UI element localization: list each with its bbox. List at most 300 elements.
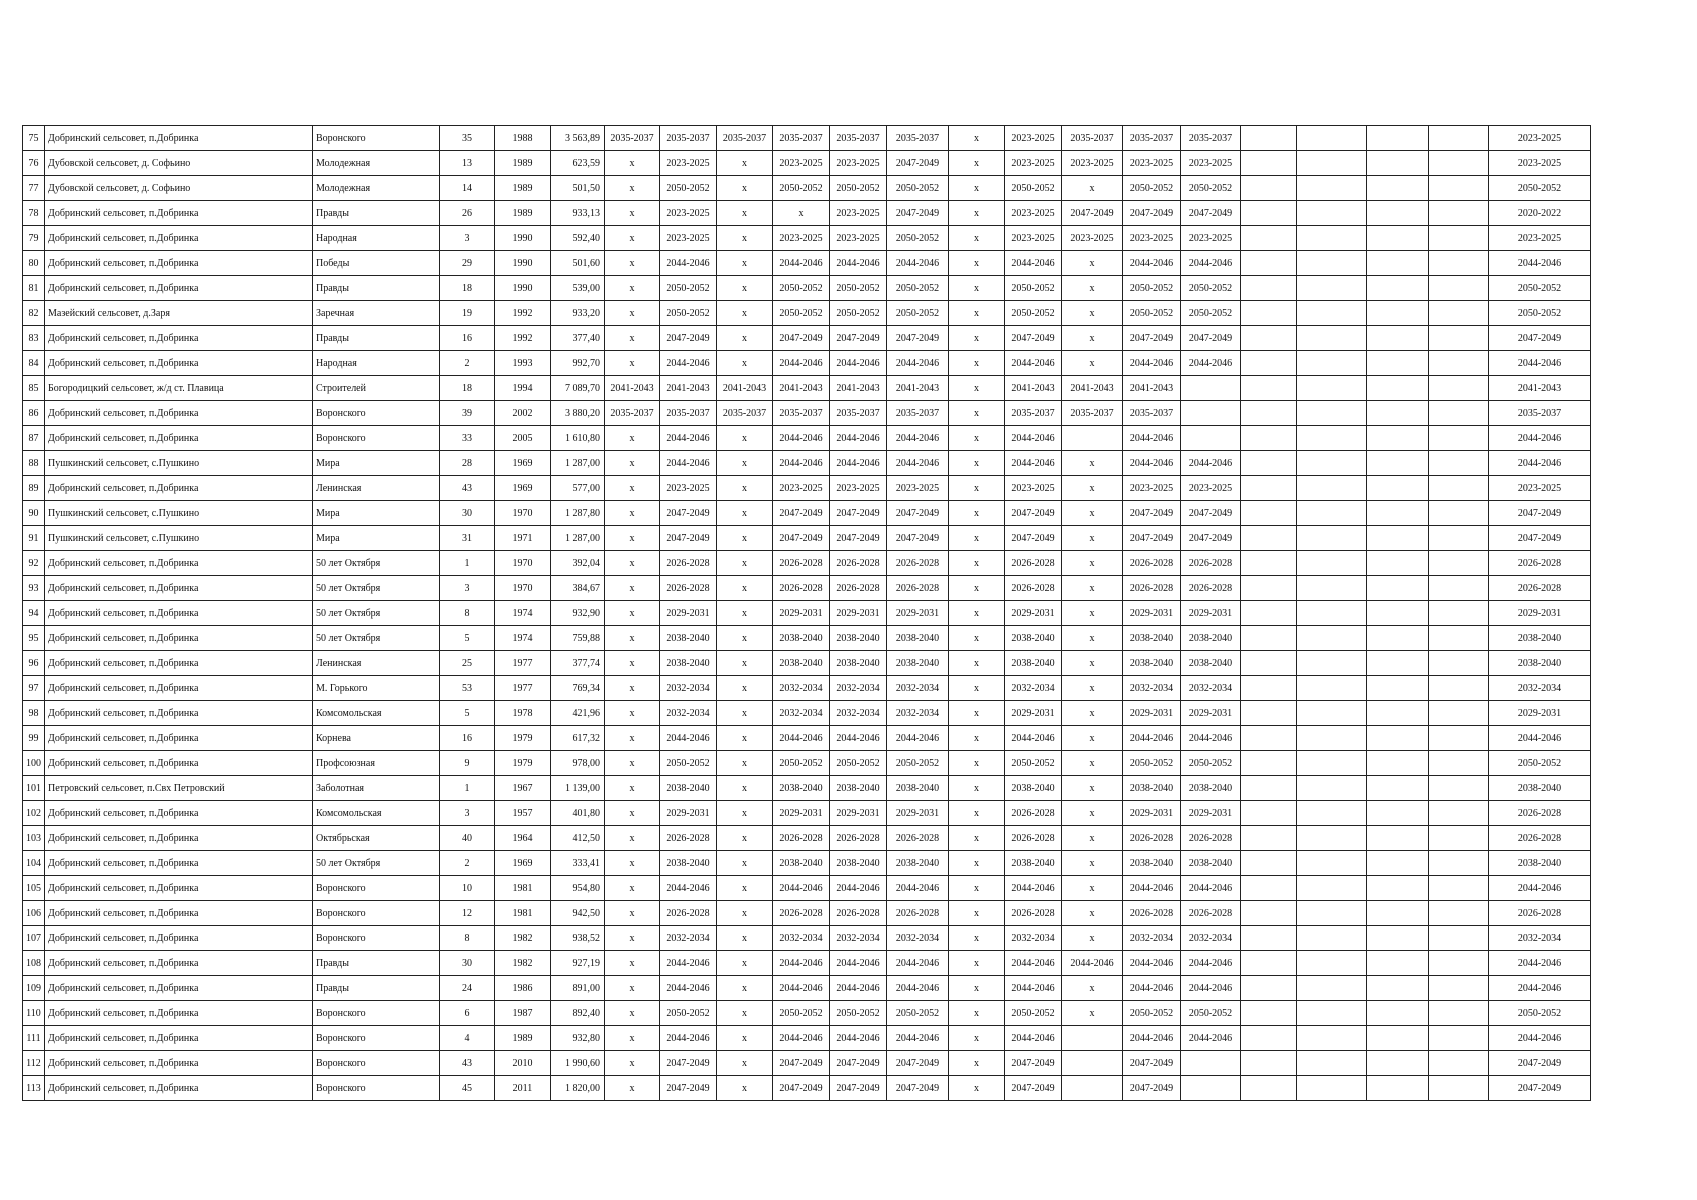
col-12-cell: 2050-2052: [887, 226, 949, 251]
year-built-cell: 1989: [495, 201, 551, 226]
row-number-cell: 101: [23, 776, 45, 801]
col-10-cell: 2041-2043: [773, 376, 830, 401]
col-14-cell: 2044-2046: [1005, 251, 1062, 276]
year-built-cell: 1969: [495, 451, 551, 476]
col-16-cell: 2044-2046: [1123, 1026, 1181, 1051]
house-number-cell: 24: [440, 976, 495, 1001]
col-15-cell: х: [1062, 776, 1123, 801]
house-number-cell: 28: [440, 451, 495, 476]
col-16-cell: 2026-2028: [1123, 826, 1181, 851]
total-period-cell: 2047-2049: [1489, 1076, 1591, 1101]
col-19-cell: [1297, 526, 1367, 551]
year-built-cell: 1977: [495, 676, 551, 701]
total-period-cell: 2020-2022: [1489, 201, 1591, 226]
year-built-cell: 1982: [495, 951, 551, 976]
settlement-cell: Добринский сельсовет, п.Добринка: [45, 426, 313, 451]
col-8-cell: 2050-2052: [660, 301, 717, 326]
col-21-cell: [1429, 1076, 1489, 1101]
col-10-cell: 2032-2034: [773, 676, 830, 701]
col-17-cell: 2047-2049: [1181, 526, 1241, 551]
col-21-cell: [1429, 1051, 1489, 1076]
col-19-cell: [1297, 476, 1367, 501]
settlement-cell: Добринский сельсовет, п.Добринка: [45, 551, 313, 576]
col-12-cell: 2044-2046: [887, 451, 949, 476]
total-period-cell: 2026-2028: [1489, 576, 1591, 601]
col-13-cell: х: [949, 1051, 1005, 1076]
col-20-cell: [1367, 276, 1429, 301]
settlement-cell: Добринский сельсовет, п.Добринка: [45, 976, 313, 1001]
col-10-cell: 2029-2031: [773, 801, 830, 826]
col-8-cell: 2038-2040: [660, 651, 717, 676]
house-number-cell: 8: [440, 926, 495, 951]
col-18-cell: [1241, 551, 1297, 576]
col-17-cell: 2023-2025: [1181, 226, 1241, 251]
col-16-cell: 2029-2031: [1123, 701, 1181, 726]
year-built-cell: 2011: [495, 1076, 551, 1101]
col-9-cell: х: [717, 176, 773, 201]
table-row: [23, 451, 1591, 476]
row-number-cell: 78: [23, 201, 45, 226]
col-14-cell: 2044-2046: [1005, 876, 1062, 901]
total-period-cell: 2044-2046: [1489, 426, 1591, 451]
col-9-cell: 2035-2037: [717, 126, 773, 151]
col-11-cell: 2032-2034: [830, 701, 887, 726]
col-14-cell: 2029-2031: [1005, 701, 1062, 726]
row-number-cell: 81: [23, 276, 45, 301]
area-cell: 942,50: [551, 901, 605, 926]
col-19-cell: [1297, 176, 1367, 201]
col-16-cell: 2044-2046: [1123, 951, 1181, 976]
col-20-cell: [1367, 676, 1429, 701]
col-19-cell: [1297, 501, 1367, 526]
col-15-cell: х: [1062, 651, 1123, 676]
year-built-cell: 2002: [495, 401, 551, 426]
total-period-cell: 2023-2025: [1489, 476, 1591, 501]
year-built-cell: 1969: [495, 476, 551, 501]
col-10-cell: 2038-2040: [773, 851, 830, 876]
col-21-cell: [1429, 226, 1489, 251]
street-cell: Воронского: [313, 1001, 440, 1026]
house-number-cell: 12: [440, 901, 495, 926]
col-13-cell: х: [949, 276, 1005, 301]
col-17-cell: 2032-2034: [1181, 676, 1241, 701]
area-cell: 927,19: [551, 951, 605, 976]
table-body: [23, 126, 1591, 1101]
street-cell: Воронского: [313, 126, 440, 151]
col-12-cell: 2035-2037: [887, 401, 949, 426]
area-cell: 769,34: [551, 676, 605, 701]
col-20-cell: [1367, 751, 1429, 776]
col-11-cell: 2029-2031: [830, 801, 887, 826]
house-number-cell: 8: [440, 601, 495, 626]
col-11-cell: 2047-2049: [830, 1051, 887, 1076]
col-14-cell: 2047-2049: [1005, 1076, 1062, 1101]
col-18-cell: [1241, 651, 1297, 676]
col-15-cell: х: [1062, 701, 1123, 726]
street-cell: Победы: [313, 251, 440, 276]
col-13-cell: х: [949, 601, 1005, 626]
col-18-cell: [1241, 501, 1297, 526]
year-built-cell: 1979: [495, 726, 551, 751]
col-8-cell: 2023-2025: [660, 226, 717, 251]
col-17-cell: [1181, 1051, 1241, 1076]
col-7-cell: х: [605, 826, 660, 851]
col-13-cell: х: [949, 501, 1005, 526]
col-18-cell: [1241, 976, 1297, 1001]
col-13-cell: х: [949, 901, 1005, 926]
col-19-cell: [1297, 926, 1367, 951]
col-9-cell: х: [717, 301, 773, 326]
col-8-cell: 2044-2046: [660, 451, 717, 476]
col-18-cell: [1241, 951, 1297, 976]
area-cell: 1 610,80: [551, 426, 605, 451]
col-13-cell: х: [949, 951, 1005, 976]
col-9-cell: х: [717, 1001, 773, 1026]
settlement-cell: Дубовской сельсовет, д. Софьино: [45, 176, 313, 201]
street-cell: Народная: [313, 226, 440, 251]
col-12-cell: 2050-2052: [887, 751, 949, 776]
col-18-cell: [1241, 601, 1297, 626]
col-17-cell: 2044-2046: [1181, 351, 1241, 376]
col-20-cell: [1367, 376, 1429, 401]
house-number-cell: 5: [440, 701, 495, 726]
total-period-cell: 2050-2052: [1489, 276, 1591, 301]
col-19-cell: [1297, 601, 1367, 626]
col-21-cell: [1429, 651, 1489, 676]
col-15-cell: х: [1062, 576, 1123, 601]
col-18-cell: [1241, 476, 1297, 501]
col-11-cell: 2044-2046: [830, 726, 887, 751]
col-15-cell: х: [1062, 476, 1123, 501]
col-9-cell: х: [717, 651, 773, 676]
col-8-cell: 2047-2049: [660, 526, 717, 551]
col-10-cell: 2023-2025: [773, 151, 830, 176]
total-period-cell: 2038-2040: [1489, 626, 1591, 651]
col-17-cell: 2029-2031: [1181, 701, 1241, 726]
col-8-cell: 2023-2025: [660, 201, 717, 226]
year-built-cell: 1992: [495, 326, 551, 351]
col-18-cell: [1241, 751, 1297, 776]
row-number-cell: 85: [23, 376, 45, 401]
area-cell: 577,00: [551, 476, 605, 501]
col-15-cell: х: [1062, 326, 1123, 351]
col-10-cell: 2032-2034: [773, 701, 830, 726]
col-21-cell: [1429, 351, 1489, 376]
col-19-cell: [1297, 826, 1367, 851]
col-18-cell: [1241, 576, 1297, 601]
total-period-cell: 2047-2049: [1489, 326, 1591, 351]
row-number-cell: 102: [23, 801, 45, 826]
settlement-cell: Добринский сельсовет, п.Добринка: [45, 276, 313, 301]
street-cell: 50 лет Октября: [313, 576, 440, 601]
col-9-cell: х: [717, 801, 773, 826]
col-16-cell: 2035-2037: [1123, 401, 1181, 426]
col-16-cell: 2047-2049: [1123, 326, 1181, 351]
row-number-cell: 92: [23, 551, 45, 576]
col-16-cell: 2044-2046: [1123, 876, 1181, 901]
table-row: [23, 651, 1591, 676]
row-number-cell: 88: [23, 451, 45, 476]
col-14-cell: 2050-2052: [1005, 276, 1062, 301]
col-19-cell: [1297, 451, 1367, 476]
table-row: [23, 401, 1591, 426]
street-cell: Ленинская: [313, 476, 440, 501]
settlement-cell: Добринский сельсовет, п.Добринка: [45, 676, 313, 701]
col-7-cell: х: [605, 951, 660, 976]
col-14-cell: 2050-2052: [1005, 751, 1062, 776]
col-9-cell: х: [717, 476, 773, 501]
col-8-cell: 2044-2046: [660, 976, 717, 1001]
col-8-cell: 2038-2040: [660, 851, 717, 876]
col-9-cell: х: [717, 251, 773, 276]
col-10-cell: 2026-2028: [773, 576, 830, 601]
area-cell: 3 563,89: [551, 126, 605, 151]
col-21-cell: [1429, 876, 1489, 901]
col-18-cell: [1241, 426, 1297, 451]
col-15-cell: х: [1062, 726, 1123, 751]
house-number-cell: 29: [440, 251, 495, 276]
table-row: [23, 226, 1591, 251]
total-period-cell: 2026-2028: [1489, 901, 1591, 926]
settlement-cell: Добринский сельсовет, п.Добринка: [45, 251, 313, 276]
col-16-cell: 2044-2046: [1123, 251, 1181, 276]
col-19-cell: [1297, 426, 1367, 451]
row-number-cell: 110: [23, 1001, 45, 1026]
col-15-cell: 2023-2025: [1062, 151, 1123, 176]
col-8-cell: 2047-2049: [660, 501, 717, 526]
col-12-cell: 2050-2052: [887, 276, 949, 301]
col-11-cell: 2023-2025: [830, 151, 887, 176]
col-9-cell: 2035-2037: [717, 401, 773, 426]
col-12-cell: 2044-2046: [887, 1026, 949, 1051]
total-period-cell: 2026-2028: [1489, 801, 1591, 826]
col-20-cell: [1367, 701, 1429, 726]
col-20-cell: [1367, 301, 1429, 326]
col-16-cell: 2023-2025: [1123, 476, 1181, 501]
col-9-cell: х: [717, 676, 773, 701]
col-19-cell: [1297, 551, 1367, 576]
table-row: [23, 326, 1591, 351]
col-14-cell: 2038-2040: [1005, 626, 1062, 651]
col-12-cell: 2047-2049: [887, 526, 949, 551]
col-21-cell: [1429, 976, 1489, 1001]
col-9-cell: х: [717, 826, 773, 851]
col-19-cell: [1297, 201, 1367, 226]
col-14-cell: 2047-2049: [1005, 501, 1062, 526]
col-7-cell: х: [605, 426, 660, 451]
col-14-cell: 2029-2031: [1005, 601, 1062, 626]
col-13-cell: х: [949, 351, 1005, 376]
col-10-cell: х: [773, 201, 830, 226]
house-number-cell: 1: [440, 551, 495, 576]
col-21-cell: [1429, 301, 1489, 326]
col-16-cell: 2047-2049: [1123, 201, 1181, 226]
house-number-cell: 14: [440, 176, 495, 201]
total-period-cell: 2044-2046: [1489, 951, 1591, 976]
col-13-cell: х: [949, 626, 1005, 651]
col-18-cell: [1241, 926, 1297, 951]
col-16-cell: 2044-2046: [1123, 976, 1181, 1001]
col-10-cell: 2023-2025: [773, 226, 830, 251]
row-number-cell: 105: [23, 876, 45, 901]
col-17-cell: 2044-2046: [1181, 876, 1241, 901]
col-15-cell: х: [1062, 926, 1123, 951]
col-12-cell: 2047-2049: [887, 201, 949, 226]
col-15-cell: х: [1062, 676, 1123, 701]
col-16-cell: 2050-2052: [1123, 751, 1181, 776]
col-21-cell: [1429, 776, 1489, 801]
col-18-cell: [1241, 376, 1297, 401]
col-13-cell: х: [949, 926, 1005, 951]
settlement-cell: Добринский сельсовет, п.Добринка: [45, 726, 313, 751]
row-number-cell: 97: [23, 676, 45, 701]
col-8-cell: 2023-2025: [660, 151, 717, 176]
row-number-cell: 107: [23, 926, 45, 951]
col-14-cell: 2032-2034: [1005, 926, 1062, 951]
col-20-cell: [1367, 776, 1429, 801]
settlement-cell: Добринский сельсовет, п.Добринка: [45, 876, 313, 901]
total-period-cell: 2047-2049: [1489, 1051, 1591, 1076]
house-number-cell: 6: [440, 1001, 495, 1026]
col-7-cell: х: [605, 676, 660, 701]
col-9-cell: х: [717, 326, 773, 351]
table-row: [23, 526, 1591, 551]
col-7-cell: х: [605, 526, 660, 551]
col-7-cell: х: [605, 901, 660, 926]
col-16-cell: 2050-2052: [1123, 301, 1181, 326]
col-19-cell: [1297, 1026, 1367, 1051]
col-14-cell: 2032-2034: [1005, 676, 1062, 701]
row-number-cell: 77: [23, 176, 45, 201]
street-cell: Воронского: [313, 426, 440, 451]
year-built-cell: 1986: [495, 976, 551, 1001]
house-number-cell: 3: [440, 226, 495, 251]
table-row: [23, 301, 1591, 326]
street-cell: Правды: [313, 976, 440, 1001]
col-7-cell: х: [605, 851, 660, 876]
col-12-cell: 2047-2049: [887, 1051, 949, 1076]
street-cell: Правды: [313, 276, 440, 301]
col-11-cell: 2032-2034: [830, 926, 887, 951]
col-10-cell: 2035-2037: [773, 401, 830, 426]
col-9-cell: х: [717, 151, 773, 176]
col-10-cell: 2026-2028: [773, 826, 830, 851]
total-period-cell: 2044-2046: [1489, 251, 1591, 276]
area-cell: 384,67: [551, 576, 605, 601]
col-10-cell: 2047-2049: [773, 1076, 830, 1101]
house-number-cell: 30: [440, 501, 495, 526]
year-built-cell: 1990: [495, 251, 551, 276]
col-11-cell: 2044-2046: [830, 451, 887, 476]
col-20-cell: [1367, 526, 1429, 551]
table-row: [23, 876, 1591, 901]
col-15-cell: х: [1062, 901, 1123, 926]
col-7-cell: х: [605, 1076, 660, 1101]
col-20-cell: [1367, 176, 1429, 201]
col-8-cell: 2044-2046: [660, 951, 717, 976]
col-8-cell: 2050-2052: [660, 751, 717, 776]
col-10-cell: 2044-2046: [773, 251, 830, 276]
col-18-cell: [1241, 126, 1297, 151]
col-13-cell: х: [949, 1001, 1005, 1026]
total-period-cell: 2050-2052: [1489, 176, 1591, 201]
col-19-cell: [1297, 151, 1367, 176]
area-cell: 623,59: [551, 151, 605, 176]
col-9-cell: х: [717, 526, 773, 551]
table-row: [23, 601, 1591, 626]
table-row: [23, 776, 1591, 801]
col-19-cell: [1297, 401, 1367, 426]
col-13-cell: х: [949, 551, 1005, 576]
col-9-cell: х: [717, 726, 773, 751]
col-15-cell: 2044-2046: [1062, 951, 1123, 976]
col-16-cell: 2023-2025: [1123, 151, 1181, 176]
col-14-cell: 2023-2025: [1005, 476, 1062, 501]
col-11-cell: 2050-2052: [830, 276, 887, 301]
col-18-cell: [1241, 251, 1297, 276]
col-19-cell: [1297, 951, 1367, 976]
col-7-cell: х: [605, 801, 660, 826]
col-15-cell: [1062, 1026, 1123, 1051]
col-11-cell: 2038-2040: [830, 626, 887, 651]
col-10-cell: 2044-2046: [773, 426, 830, 451]
col-15-cell: х: [1062, 601, 1123, 626]
col-11-cell: 2023-2025: [830, 226, 887, 251]
col-20-cell: [1367, 926, 1429, 951]
col-18-cell: [1241, 1001, 1297, 1026]
house-number-cell: 31: [440, 526, 495, 551]
col-17-cell: 2044-2046: [1181, 451, 1241, 476]
col-14-cell: 2023-2025: [1005, 226, 1062, 251]
house-number-cell: 3: [440, 576, 495, 601]
col-13-cell: х: [949, 801, 1005, 826]
col-20-cell: [1367, 1076, 1429, 1101]
street-cell: М. Горького: [313, 676, 440, 701]
col-18-cell: [1241, 901, 1297, 926]
col-15-cell: х: [1062, 826, 1123, 851]
house-number-cell: 53: [440, 676, 495, 701]
table-row: [23, 826, 1591, 851]
house-number-cell: 35: [440, 126, 495, 151]
total-period-cell: 2023-2025: [1489, 226, 1591, 251]
col-12-cell: 2032-2034: [887, 676, 949, 701]
area-cell: 501,60: [551, 251, 605, 276]
col-15-cell: [1062, 426, 1123, 451]
col-14-cell: 2023-2025: [1005, 151, 1062, 176]
col-7-cell: 2035-2037: [605, 126, 660, 151]
area-cell: 392,04: [551, 551, 605, 576]
row-number-cell: 95: [23, 626, 45, 651]
year-built-cell: 2005: [495, 426, 551, 451]
col-7-cell: х: [605, 476, 660, 501]
col-17-cell: 2047-2049: [1181, 326, 1241, 351]
col-15-cell: 2041-2043: [1062, 376, 1123, 401]
col-15-cell: х: [1062, 801, 1123, 826]
col-16-cell: 2038-2040: [1123, 851, 1181, 876]
col-8-cell: 2050-2052: [660, 176, 717, 201]
street-cell: Воронского: [313, 1051, 440, 1076]
col-7-cell: х: [605, 326, 660, 351]
col-16-cell: 2026-2028: [1123, 576, 1181, 601]
col-21-cell: [1429, 951, 1489, 976]
col-13-cell: х: [949, 226, 1005, 251]
total-period-cell: 2023-2025: [1489, 151, 1591, 176]
col-10-cell: 2050-2052: [773, 1001, 830, 1026]
col-8-cell: 2029-2031: [660, 801, 717, 826]
col-14-cell: 2038-2040: [1005, 651, 1062, 676]
col-10-cell: 2044-2046: [773, 976, 830, 1001]
col-11-cell: 2047-2049: [830, 501, 887, 526]
